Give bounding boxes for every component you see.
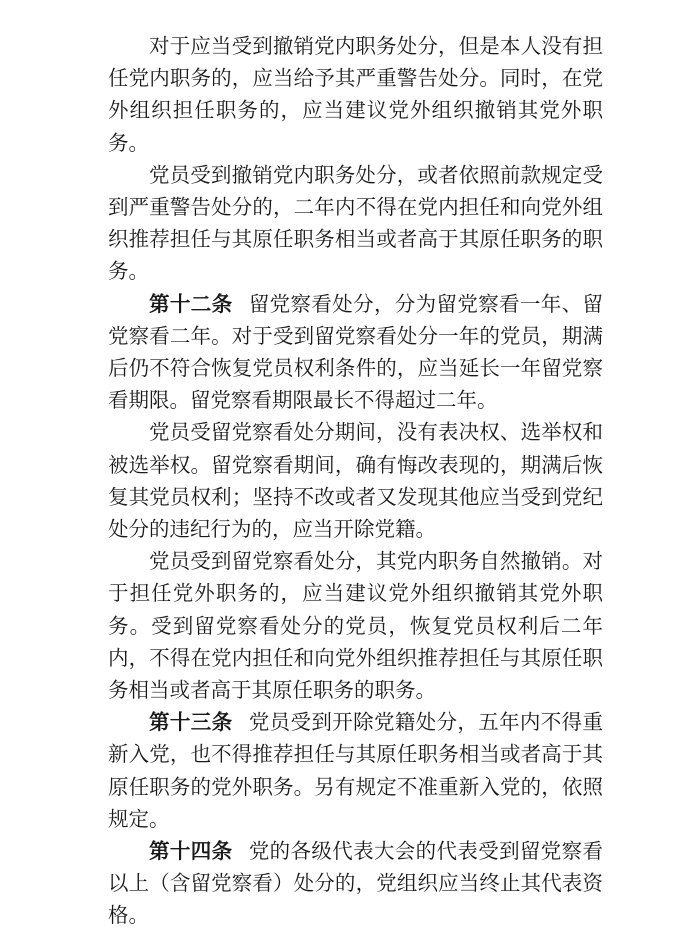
paragraph [108, 159, 603, 288]
paragraph-text: 党员受到留党察看处分，其党内职务自然撤销。对于担任党外职务的，应当建议党外组织撤销其党外职务。受到留党察看处分的党员，恢复党员权利后二年内，不得在党内担任和向党外组织推荐担任与其原任职务相当或者高于其原任职务的职务。 [108, 549, 603, 703]
article-number: 第十二条 [149, 291, 233, 316]
paragraph-text: 党员受留党察看处分期间，没有表决权、选举权和被选举权。留党察看期间，确有悔改表现的，期满后恢复其党员权利；坚持不改或者又发现其他应当受到党纪处分的违纪行为的，应当开除党籍。 [108, 420, 603, 542]
paragraph-text: 党员受到开除党籍处分，五年内不得重新入党，也不得推荐担任与其原任职务相当或者高于其原任职务的党外职务。另有规定不准重新入党的，依照规定。 [108, 710, 603, 831]
paragraph [108, 545, 603, 706]
article-number: 第十三条 [149, 710, 233, 735]
paragraph-text: 留党察看处分，分为留党察看一年、留党察看二年。对于受到留党察看处分一年的党员，期满后仍不符合恢复党员权利条件的，应当延长一年留党察看期限。留党察看期限最长不得超过二年。 [108, 291, 603, 413]
paragraph-text: 对于应当受到撤销党内职务处分，但是本人没有担任党内职务的，应当给予其严重警告处分。同时，在党外组织担任职务的，应当建议党外组织撤销其党外职务。 [108, 34, 603, 155]
article-number: 第十四条 [149, 839, 233, 864]
paragraph-text: 党的各级代表大会的代表受到留党察看以上（含留党察看）处分的，党组织应当终止其代表资格。 [108, 839, 603, 928]
paragraph [108, 30, 603, 159]
article-12-paragraph [108, 288, 603, 417]
paragraph-text: 党员受到撤销党内职务处分，或者依照前款规定受到严重警告处分的，二年内不得在党内担任和向党外组织推荐担任与其原任职务相当或者高于其原任职务的职务。 [108, 162, 603, 284]
document-body [108, 30, 603, 932]
article-14-paragraph [108, 835, 603, 932]
article-13-paragraph [108, 706, 603, 835]
paragraph [108, 416, 603, 545]
